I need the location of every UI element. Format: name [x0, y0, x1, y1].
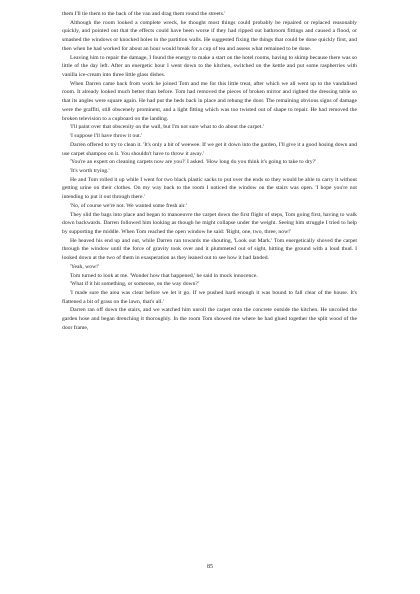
paragraph: them I'll tie them to the back of the van and drag them round the streets.' — [62, 11, 226, 17]
paragraph: 'I made sure the area was clear before we let it go. If we pushed hard enough it was bound to fall clear of the house. It's flattened a bit of grass on the lawn, that's all.' — [62, 290, 357, 305]
paragraph: 'I suppose I'll have throw it out.' — [70, 133, 143, 140]
paragraph: Darren ran off down the stairs, and we watched him unroll the carpet onto the concrete outside the kitchen. He uncoiled the garden hose and began drenching it thoroughly. In the room Tom showed me where he had glued together the split wood of the door frame, — [62, 307, 357, 331]
paragraph: 'You're an expert on cleaning carpets now are you?' I asked. 'How long do you think it's going to take to dry?' — [70, 159, 317, 166]
paragraph: 'Yeah, wow!' — [70, 263, 100, 270]
paragraph: 'What if it hit something, or someone, on the way down?' — [70, 281, 199, 288]
paragraph: 'I'll paint over that obscenity on the wall, but I'm not sure what to do about the carpet.' — [70, 124, 264, 131]
paragraph: He and Tom rolled it up while I went for two black plastic sacks to put over the ends so they would be able to carry it without getting urine on their clothes. On my way back to the room I noticed the window on the stairs was open. 'I hope you're not intending to put it out through there.' — [62, 176, 357, 201]
paragraph: When Darren came back from work he joined Tom and me for this little treat, after which we all went up to the vandalised room. It already looked much better than before. Tom had removed the pieces of broken mirror and righted the dressing table so that its angles were square again. He had put the beds back in place and rehung the door. The remaining obvious signs of damage were the graffiti, still obscenely prominent, and a light fitting which was too twisted out of shape to repair. He had removed the broken television to a cupboard on the landing. — [62, 80, 357, 122]
paragraph: He heaved his end up and out, while Darren ran towards me shouting, 'Look out Mark.' Tom energetically shoved the carpet through the window until the force of gravity took over and it plummeted out of sight, hitting the ground with a loud thud. I looked down at the two of them in exasperation as they leaned out to see how it had landed. — [62, 237, 357, 262]
body-text — [62, 10, 357, 333]
paragraph: 'It's worth trying.' — [70, 167, 110, 174]
paragraph: Although the room looked a complete wreck, he thought most things could probably be repaired or replaced reasonably quickly, and pointed out that the effects could have been worse if they had ripped out bathroom fittings and caused a flood, or smashed the windows or knocked holes in the partition walls. He suggested fixing the things that could be done quickly first, and then when he had worked for about an hour would break for a cup of tea and assess what remained to be done. — [62, 19, 357, 52]
paragraph: Tom turned to look at me. 'Wonder how that happened,' he said in mock innocence. — [70, 272, 258, 279]
paragraph: 'No, of course we're not. We wanted some fresh air.' — [70, 202, 187, 209]
paragraph: They slid the bags into place and began to manoeuvre the carpet down the first flight of steps, Tom going first, having to walk down backwards. Darren followed him looking as though he might collapse under the weight. Seeing him struggle I tried to help by supporting the middle. When Tom reached the open window he said: 'Right, one, two, three, now!' — [62, 211, 357, 235]
paragraph: Leaving him to repair the damage, I found the energy to make a start on the hotel rooms, having to skimp because there was so little of the day left. After an energetic hour I went down to the kitchen, switched on the kettle and put some raspberries with vanilla ice-cream into three little glass dishes. — [62, 54, 357, 79]
page-number: 85 — [207, 564, 213, 570]
paragraph: Darren offered to try to clean it. 'It's only a bit of weewee. If we get it down into the garden, I'll give it a good hosing down and use carpet shampoo on it. You shouldn't have to throw it away.' — [62, 141, 357, 157]
